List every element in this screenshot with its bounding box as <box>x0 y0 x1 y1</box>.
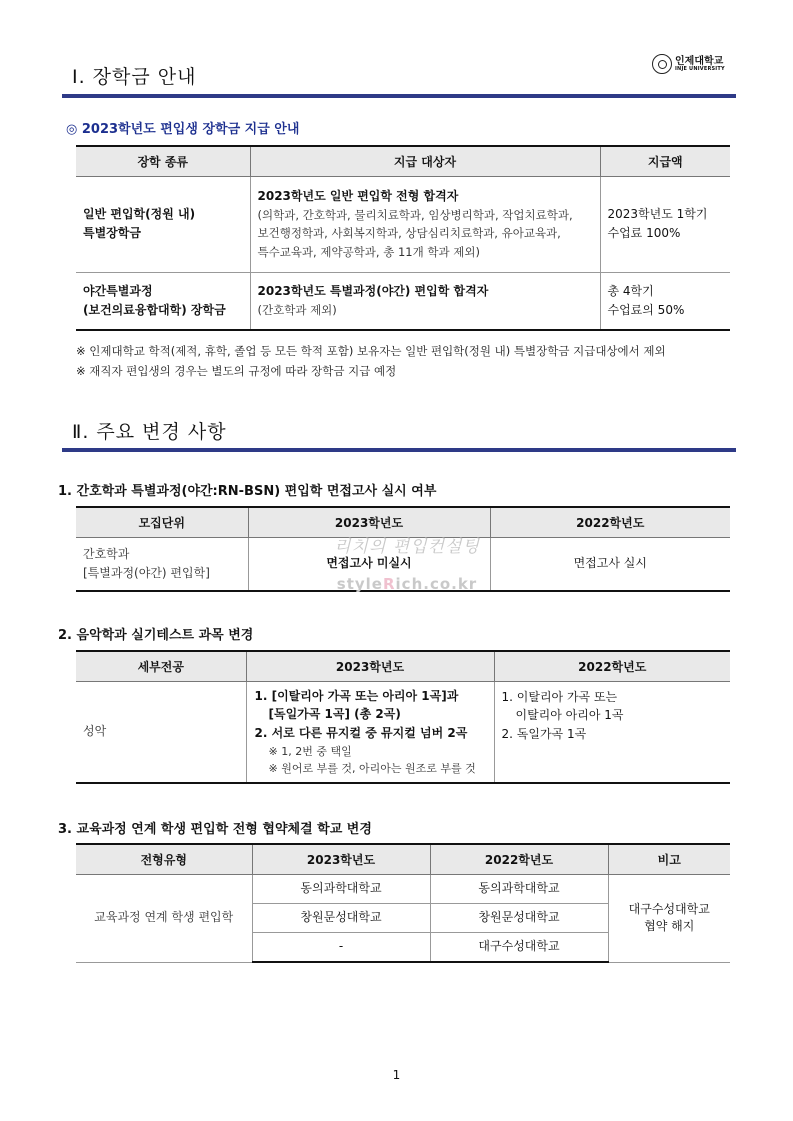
item1-heading: 1. 간호학과 특별과정(야간:RN-BSN) 편입학 면접고사 실시 여부 <box>58 484 437 499</box>
note: ※ 재직자 편입생의 경우는 별도의 규정에 따라 장학금 지급 예정 <box>76 364 397 378</box>
target-title: 2023학년도 특별과정(야간) 편입학 합격자 <box>257 283 489 298</box>
item3-heading: 3. 교육과정 연계 학생 편입학 전형 협약체결 학교 변경 <box>58 822 372 837</box>
table-row <box>76 874 730 903</box>
col-header: 2022학년도 <box>490 507 730 537</box>
remark: 협약 해지 <box>644 919 695 933</box>
target-detail: (간호학과 제외) <box>257 303 337 318</box>
section2-rule <box>62 448 736 452</box>
admission-type: 교육과정 연계 학생 편입학 <box>76 874 252 962</box>
school-2023: 동의과학대학교 <box>252 874 430 903</box>
interview-table <box>76 506 730 592</box>
amount: 2023학년도 1학기 <box>607 206 708 221</box>
test-item: 2. 서로 다른 뮤지컬 중 뮤지컬 넘버 2곡 <box>254 726 468 740</box>
watermark-script: 리치의 편입컨설팅 <box>334 537 480 557</box>
col-header: 지급액 <box>600 146 730 176</box>
item2-heading: 2. 음악학과 실기테스트 과목 변경 <box>58 628 254 643</box>
school-2022: 창원문성대학교 <box>430 903 608 932</box>
section1-rule <box>62 94 736 98</box>
school-2023: - <box>252 932 430 962</box>
col-header: 전형유형 <box>76 844 252 874</box>
amount: 수업료 100% <box>607 226 681 240</box>
table-row <box>76 537 730 591</box>
col-header: 비고 <box>608 844 730 874</box>
note: ※ 인제대학교 학적(제적, 휴학, 졸업 등 모든 학적 포함) 보유자는 일반 편입학(정원 내) 특별장학금 지급대상에서 제외 <box>76 344 666 358</box>
logo-name-en: INJE UNIVERSITY <box>675 65 725 72</box>
music-test-table <box>76 650 730 784</box>
col-header: 2023학년도 <box>248 507 490 537</box>
col-header: 지급 대상자 <box>250 146 600 176</box>
interview-2022: 면접고사 실시 <box>490 537 730 591</box>
table-row <box>76 681 730 783</box>
agreement-table <box>76 843 730 963</box>
target-detail: 특수교육과, 제약공학과, 총 11개 학과 제외) <box>257 244 480 259</box>
scholarship-type: (보건의료융합대학) 장학금 <box>83 302 226 317</box>
watermark-url: styleRich.co.kr <box>336 575 478 593</box>
col-header: 장학 종류 <box>76 146 250 176</box>
col-header: 2022학년도 <box>430 844 608 874</box>
logo-name-ko: 인제대학교 <box>675 55 724 67</box>
university-seal-icon <box>652 54 672 74</box>
scholarship-type: 특별장학금 <box>83 226 141 240</box>
col-header: 2023학년도 <box>252 844 430 874</box>
school-2022: 동의과학대학교 <box>430 874 608 903</box>
interview-2023: 면접고사 미실시 <box>248 537 490 591</box>
table-row <box>76 176 730 272</box>
page-number: 1 <box>392 1068 401 1082</box>
university-logo <box>652 54 725 74</box>
school-2023: 창원문성대학교 <box>252 903 430 932</box>
school-2022: 대구수성대학교 <box>430 932 608 962</box>
test-item: 2. 독일가곡 1곡 <box>501 726 587 741</box>
scholarship-table <box>76 145 730 331</box>
target-title: 2023학년도 일반 편입학 전형 합격자 <box>257 188 459 203</box>
scholarship-subheading: ◎ 2023학년도 편입생 장학금 지급 안내 <box>66 122 300 137</box>
test-item: [독일가곡 1곡] (총 2곡) <box>268 707 401 722</box>
col-header: 모집단위 <box>76 507 248 537</box>
amount: 총 4학기 <box>607 283 654 298</box>
target-detail: 보건행정학과, 사회복지학과, 상담심리치료학과, 유아교육과, <box>257 226 561 241</box>
test-item: 1. [이탈리아 가곡 또는 아리아 1곡]과 <box>254 688 459 703</box>
table-row <box>76 272 730 330</box>
section1-title: Ⅰ. 장학금 안내 <box>72 66 197 88</box>
col-header: 2023학년도 <box>246 651 494 681</box>
scholarship-type: 야간특별과정 <box>83 283 153 298</box>
test-item: 1. 이탈리아 가곡 또는 <box>501 689 618 704</box>
test-item: 이탈리아 아리아 1곡 <box>515 708 624 723</box>
col-header: 2022학년도 <box>494 651 730 681</box>
recruit-unit: 간호학과 <box>83 546 130 561</box>
scholarship-type: 일반 편입학(정원 내) <box>83 206 196 221</box>
remark: 대구수성대학교 <box>628 902 710 917</box>
major: 성악 <box>76 681 246 783</box>
section2-title: Ⅱ. 주요 변경 사항 <box>72 421 227 443</box>
recruit-unit: [특별과정(야간) 편입학] <box>83 565 210 580</box>
col-header: 세부전공 <box>76 651 246 681</box>
target-detail: (의학과, 간호학과, 물리치료학과, 임상병리학과, 작업치료학과, <box>257 208 573 222</box>
test-note: ※ 원어로 부를 것, 아리아는 원조로 부를 것 <box>268 761 476 775</box>
amount: 수업료의 50% <box>607 302 685 317</box>
test-note: ※ 1, 2번 중 택일 <box>268 744 352 758</box>
